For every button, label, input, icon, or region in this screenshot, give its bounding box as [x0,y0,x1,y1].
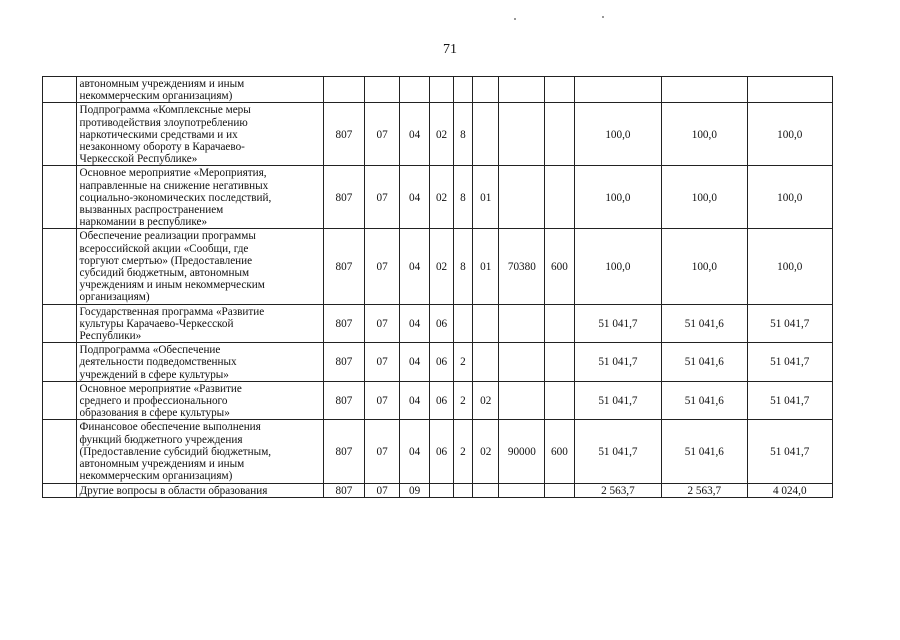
table-row [43,77,833,103]
item-name-line: Обеспечение реализации программы [79,230,256,243]
item-name-line: учреждениям и иным некоммерческим [79,279,265,292]
cell-subprogram [453,77,472,103]
cell-subprogram: 2 [453,420,472,483]
cell-section: 07 [365,420,400,483]
cell-item-name [76,343,323,382]
cell-subsection: 04 [399,343,430,382]
cell-direction [499,166,545,229]
cell-sum-year2: 51 041,6 [662,381,747,420]
cell-direction [499,304,545,343]
cell-program: 06 [430,304,453,343]
page-number: 71 [443,42,457,57]
cell-sum-year3: 51 041,7 [747,304,832,343]
cell-program: 06 [430,420,453,483]
cell-sum-year2: 100,0 [662,229,747,304]
cell-row-number [43,103,77,166]
cell-sum-year3: 4 024,0 [747,483,832,497]
cell-sum-year3: 100,0 [747,229,832,304]
table-row [43,381,833,420]
item-name-line: деятельности подведомственных [79,356,237,369]
cell-program [430,77,453,103]
cell-direction: 90000 [499,420,545,483]
item-name-line: Другие вопросы в области образования [79,484,268,497]
cell-program: 02 [430,166,453,229]
cell-row-number [43,77,77,103]
table-row [43,103,833,166]
item-name-line: направленные на снижение негативных [79,179,269,192]
item-name-line: наркомании в республике» [79,216,208,229]
cell-sum-year1: 51 041,7 [574,381,661,420]
cell-row-number [43,483,77,497]
item-name-line: культуры Карачаево-Черкесской [79,317,234,330]
cell-subsection [399,77,430,103]
item-name-line: Подпрограмма «Обеспечение [79,344,221,357]
item-name-line: Республики» [79,330,142,343]
cell-measure [473,343,499,382]
cell-ved: 807 [323,343,365,382]
item-name-line: организациям) [79,291,150,304]
item-name-line: функций бюджетного учреждения [79,433,243,446]
cell-subsection: 04 [399,166,430,229]
cell-subsection: 04 [399,229,430,304]
cell-sum-year2: 100,0 [662,166,747,229]
cell-section: 07 [365,304,400,343]
cell-row-number [43,166,77,229]
item-name-line: всероссийской акции «Сообщи, где [79,242,249,255]
item-name-line: (Предоставление субсидий бюджетным, [79,445,272,458]
item-name-line: незаконному обороту в Карачаево- [79,141,245,154]
cell-measure [473,304,499,343]
cell-item-name [76,103,323,166]
cell-subprogram: 8 [453,229,472,304]
item-name-line: учреждений в сфере культуры» [79,368,229,381]
cell-sum-year3: 51 041,7 [747,420,832,483]
table-row [43,343,833,382]
cell-measure [473,483,499,497]
table-row [43,420,833,483]
cell-item-name [76,420,323,483]
cell-sum-year1 [574,77,661,103]
cell-section [365,77,400,103]
cell-subsection: 04 [399,304,430,343]
cell-sum-year3 [747,77,832,103]
cell-direction [499,103,545,166]
cell-sum-year1: 100,0 [574,103,661,166]
cell-direction [499,483,545,497]
cell-expense-type [545,304,574,343]
cell-measure: 01 [473,229,499,304]
cell-item-name [76,166,323,229]
cell-subprogram: 2 [453,343,472,382]
cell-direction: 70380 [499,229,545,304]
cell-section: 07 [365,166,400,229]
cell-sum-year3: 51 041,7 [747,343,832,382]
cell-section: 07 [365,343,400,382]
table-row [43,229,833,304]
cell-subprogram: 8 [453,166,472,229]
cell-subprogram [453,483,472,497]
cell-program [430,483,453,497]
cell-ved: 807 [323,381,365,420]
cell-section: 07 [365,483,400,497]
cell-row-number [43,420,77,483]
item-name-line: образования в сфере культуры» [79,407,230,420]
cell-sum-year1: 51 041,7 [574,420,661,483]
cell-program: 06 [430,343,453,382]
cell-item-name [76,77,323,103]
scan-speck [602,16,604,18]
cell-subsection: 04 [399,103,430,166]
table-row [43,304,833,343]
item-name-line: Основное мероприятие «Развитие [79,382,242,395]
cell-ved: 807 [323,483,365,497]
table-row [43,483,833,497]
cell-expense-type [545,343,574,382]
cell-subprogram [453,304,472,343]
cell-expense-type [545,483,574,497]
item-name-line: Черкесской Республике» [79,153,198,166]
cell-sum-year3: 100,0 [747,166,832,229]
cell-sum-year3: 51 041,7 [747,381,832,420]
cell-measure: 01 [473,166,499,229]
item-name-line: Финансовое обеспечение выполнения [79,421,261,434]
cell-program: 02 [430,103,453,166]
cell-ved: 807 [323,420,365,483]
cell-subsection: 09 [399,483,430,497]
item-name-line: автономным учреждениям и иным [79,458,245,471]
cell-item-name [76,229,323,304]
cell-item-name [76,304,323,343]
cell-ved: 807 [323,166,365,229]
item-name-line: социально-экономических последствий, [79,191,272,204]
cell-direction [499,381,545,420]
item-name-line: Государственная программа «Развитие [79,305,265,318]
cell-row-number [43,229,77,304]
cell-sum-year2: 2 563,7 [662,483,747,497]
cell-subsection: 04 [399,381,430,420]
cell-sum-year3: 100,0 [747,103,832,166]
cell-expense-type [545,103,574,166]
cell-expense-type [545,166,574,229]
table-row [43,166,833,229]
cell-subprogram: 8 [453,103,472,166]
cell-measure [473,77,499,103]
cell-expense-type [545,381,574,420]
cell-measure [473,103,499,166]
cell-sum-year1: 2 563,7 [574,483,661,497]
cell-section: 07 [365,381,400,420]
table-body [43,77,833,498]
cell-sum-year2: 51 041,6 [662,343,747,382]
cell-sum-year1: 100,0 [574,229,661,304]
scan-speck [514,18,516,20]
cell-subsection: 04 [399,420,430,483]
item-name-line: Основное мероприятие «Мероприятия, [79,167,267,180]
item-name-line: некоммерческим организациям) [79,90,233,103]
cell-ved: 807 [323,229,365,304]
budget-table [42,76,833,498]
item-name-line: наркотическими средствами и их [79,128,238,141]
cell-section: 07 [365,103,400,166]
cell-sum-year1: 51 041,7 [574,343,661,382]
item-name-line: противодействия злоупотреблению [79,116,248,129]
cell-expense-type [545,77,574,103]
cell-ved: 807 [323,304,365,343]
cell-sum-year1: 51 041,7 [574,304,661,343]
cell-expense-type: 600 [545,420,574,483]
cell-program: 02 [430,229,453,304]
item-name-line: вызванных распространением [79,204,224,217]
item-name-line: субсидий бюджетным, автономным [79,267,250,280]
item-name-line: торгуют смертью» (Предоставление [79,254,253,267]
cell-sum-year2 [662,77,747,103]
cell-direction [499,77,545,103]
cell-item-name [76,483,323,497]
cell-sum-year2: 51 041,6 [662,420,747,483]
cell-measure: 02 [473,381,499,420]
cell-measure: 02 [473,420,499,483]
cell-section: 07 [365,229,400,304]
cell-program: 06 [430,381,453,420]
cell-sum-year2: 51 041,6 [662,304,747,343]
cell-row-number [43,381,77,420]
item-name-line: некоммерческим организациям) [79,470,233,483]
cell-ved: 807 [323,103,365,166]
item-name-line: среднего и профессионального [79,395,228,408]
cell-sum-year1: 100,0 [574,166,661,229]
cell-item-name [76,381,323,420]
item-name-line: Подпрограмма «Комплексные меры [79,104,251,117]
cell-subprogram: 2 [453,381,472,420]
cell-sum-year2: 100,0 [662,103,747,166]
cell-expense-type: 600 [545,229,574,304]
cell-row-number [43,343,77,382]
item-name-line: автономным учреждениям и иным [79,78,245,90]
cell-direction [499,343,545,382]
cell-row-number [43,304,77,343]
cell-ved [323,77,365,103]
